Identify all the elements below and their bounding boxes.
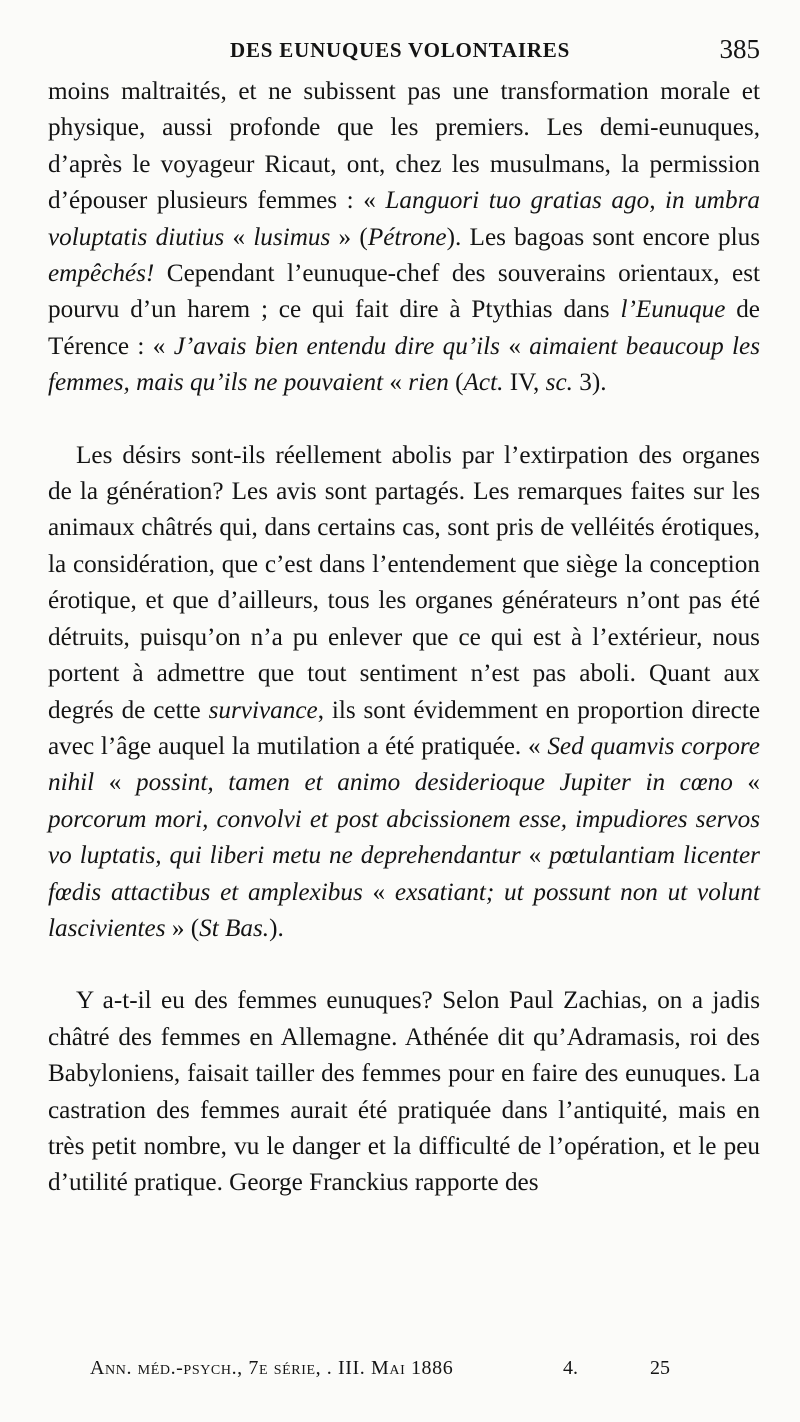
footer-sheet-number: 25 [650, 1357, 670, 1379]
text-segment: ). Les bagoas sont encore plus [446, 223, 760, 251]
footer-signature-mark: 4. [563, 1357, 578, 1379]
italic-text-segment: lusimus [253, 223, 331, 251]
italic-text-segment: survivance [208, 696, 318, 724]
body-text [48, 74, 760, 1202]
italic-text-segment: possint, tamen et animo desiderioque Jupiter in cœno [136, 769, 733, 797]
running-title: DES EUNUQUES VOLONTAIRES [230, 38, 571, 62]
italic-text-segment: pœtulantiam licenter fœdis attactibus et amplexibus [48, 842, 760, 906]
text-segment: « [520, 842, 550, 870]
text-segment: , ils sont évidemment en proportion directe avec l’âge auquel la mutilation a été pratiquée. « [48, 696, 760, 760]
italic-text-segment: Pétrone [367, 223, 447, 251]
running-head [48, 30, 760, 70]
italic-text-segment: aimaient beaucoup les femmes, mais qu’ils ne pouvaient [48, 332, 761, 397]
italic-text-segment: l’Eunuque [620, 296, 726, 324]
italic-text-segment: rien [408, 369, 449, 397]
text-segment: IV, [503, 369, 546, 397]
italic-text-segment: J’avais bien entendu dire qu’ils [173, 332, 500, 360]
text-segment: Les désirs sont-ils réellement abolis par l’extirpation des organes de la génération? Les avis sont partagés. Les remarques faites sur les animaux châtrés qui, dans certains cas, sont pris de velléités érotiques, la considération, que c’est dans l’entendement que siège la conception érotique, et que d’ailleurs, tous les organes générateurs n’ont pas été détruits, puisqu’on n’a pu enlever que ce qui est à l’extérieur, nous portent à admettre que tout sentiment n’est pas aboli. Quant aux degrés de cette [48, 441, 760, 724]
text-segment: « [499, 332, 530, 360]
paragraph [48, 74, 760, 402]
paragraph [48, 438, 760, 948]
italic-text-segment: St Bas. [199, 914, 270, 942]
text-segment: » ( [165, 914, 200, 942]
text-segment: Y a-t-il eu des femmes eunuques? Selon Paul Zachias, on a jadis châtré des femmes en Allemagne. Athénée dit qu’Adramasis, roi des Babyloniens, faisait tailler des femmes pour en faire des eunuques. La castration des femmes aurait été pratiquée dans l’antiquité, mais en très petit nombre, vu le danger et la difficulté de l’opération, et le peu d’utilité pratique. George Franckius rapporte des [48, 987, 760, 1197]
text-segment: Cependant l’eunuque-chef des souverains orientaux, est pourvu d’un harem ; ce qui fait dire à Ptythias dans [48, 260, 760, 324]
italic-text-segment: exsatiant; ut possunt non ut volunt lascivientes [48, 878, 760, 942]
footer-journal-reference: Ann. méd.-psych., 7e série, . III. Mai 1886 [90, 1357, 454, 1379]
text-segment: moins maltraités, et ne subissent pas une transformation morale et physique, aussi profonde que les premiers. Les demi-eunuques, d’après le voyageur Ricaut, ont, chez les musulmans, la permission d’épouser plusieurs femmes : « [48, 78, 760, 215]
text-segment: « [732, 769, 761, 797]
italic-text-segment: Languori tuo gratias ago, in umbra voluptatis diutius [48, 187, 760, 251]
italic-text-segment: Act. [463, 369, 504, 397]
text-segment: » ( [330, 223, 368, 251]
italic-text-segment: sc. [545, 369, 573, 397]
italic-text-segment: empêchés! [48, 260, 155, 288]
text-segment: de Térence : « [48, 296, 760, 360]
italic-text-segment: porcorum mori, convolvi et post abcissionem esse, impudiores servos vo luptatis, qui liberi metu ne deprehendantur [48, 805, 760, 870]
italic-text-segment: Sed quamvis corpore nihil [48, 732, 760, 797]
text-segment: ( [448, 369, 464, 397]
page-footer [90, 1357, 730, 1387]
text-segment: « [224, 223, 254, 251]
text-segment: 3). [572, 369, 607, 397]
paragraph [48, 983, 760, 1201]
text-segment: ). [269, 914, 284, 942]
text-segment: « [94, 769, 136, 797]
page-number: 385 [719, 34, 760, 64]
text-segment: « [362, 878, 395, 906]
text-segment: « [383, 369, 409, 397]
